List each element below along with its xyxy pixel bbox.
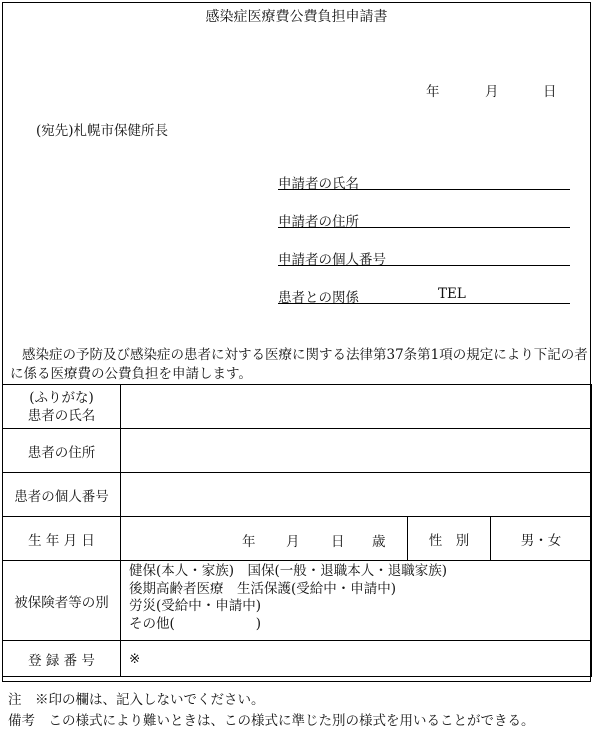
patient-address-input[interactable]: [121, 429, 592, 473]
patient-name-label-cell: [3, 385, 121, 429]
patient-info-table: [2, 384, 592, 677]
table-row: [3, 517, 592, 561]
birth-day-label: 日: [331, 534, 345, 550]
applicant-name-field[interactable]: [278, 172, 570, 190]
table-row: [3, 641, 592, 677]
registration-number-label: 登 録 番 号: [3, 641, 121, 677]
table-row: [3, 429, 592, 473]
insured-type-options[interactable]: [121, 561, 592, 641]
insured-option-workers[interactable]: 労災(受給中・申請中): [129, 598, 262, 614]
patient-name-label: 患者の氏名: [27, 407, 96, 424]
applicant-id-label: 申請者の個人番号: [278, 252, 386, 268]
applicant-name-label: 申請者の氏名: [278, 176, 359, 192]
form-title: 感染症医療費公費負担申請書: [205, 9, 388, 25]
applicant-id-field[interactable]: [278, 248, 570, 266]
remark-text: 備考 この様式により難いときは、この様式に準じた別の様式を用いることができる。: [8, 713, 535, 729]
sex-label: 性 別: [408, 517, 491, 561]
insured-option-elderly[interactable]: 後期高齢者医療 生活保護(受給中・申請中): [129, 580, 397, 597]
birth-date-label: 生 年 月 日: [3, 517, 121, 561]
birth-month-label: 月: [286, 534, 300, 550]
insured-option-other[interactable]: その他( ): [129, 615, 262, 632]
patient-name-input[interactable]: [121, 385, 592, 429]
table-row: [3, 385, 592, 429]
birth-date-input[interactable]: [121, 517, 408, 561]
application-statement: 感染症の予防及び感染症の患者に対する医療に関する法律第37条第1項の規定により下記の者に係る医療費の公費負担を申請します。: [10, 347, 588, 382]
patient-id-input[interactable]: [121, 473, 592, 517]
note-text: 注 ※印の欄は、記入しないでください。: [8, 692, 265, 708]
date-month-label: 月: [485, 84, 499, 100]
applicant-relation-label: 患者との関係: [278, 290, 359, 306]
registration-number-value: ※: [121, 641, 592, 677]
insured-option-health[interactable]: 健保(本人・家族) 国保(一般・退職本人・退職家族): [129, 563, 448, 579]
applicant-relation-field[interactable]: [278, 286, 570, 304]
table-row: [3, 473, 592, 517]
table-row: [3, 561, 592, 641]
patient-address-label: 患者の住所: [3, 429, 121, 473]
birth-year-label: 年: [242, 534, 256, 550]
applicant-address-label: 申請者の住所: [278, 214, 359, 230]
applicant-tel-label: TEL: [438, 286, 466, 302]
applicant-address-field[interactable]: [278, 210, 570, 228]
patient-id-label: 患者の個人番号: [3, 473, 121, 517]
date-day-label: 日: [543, 84, 557, 100]
sex-choice[interactable]: 男・女: [491, 517, 592, 561]
age-label: 歳: [372, 534, 386, 550]
date-year-label: 年: [426, 84, 440, 100]
furigana-label: (ふりがな): [29, 389, 94, 406]
insured-type-label: 被保険者等の別: [3, 561, 121, 641]
addressee: (宛先)札幌市保健所長: [36, 123, 169, 139]
